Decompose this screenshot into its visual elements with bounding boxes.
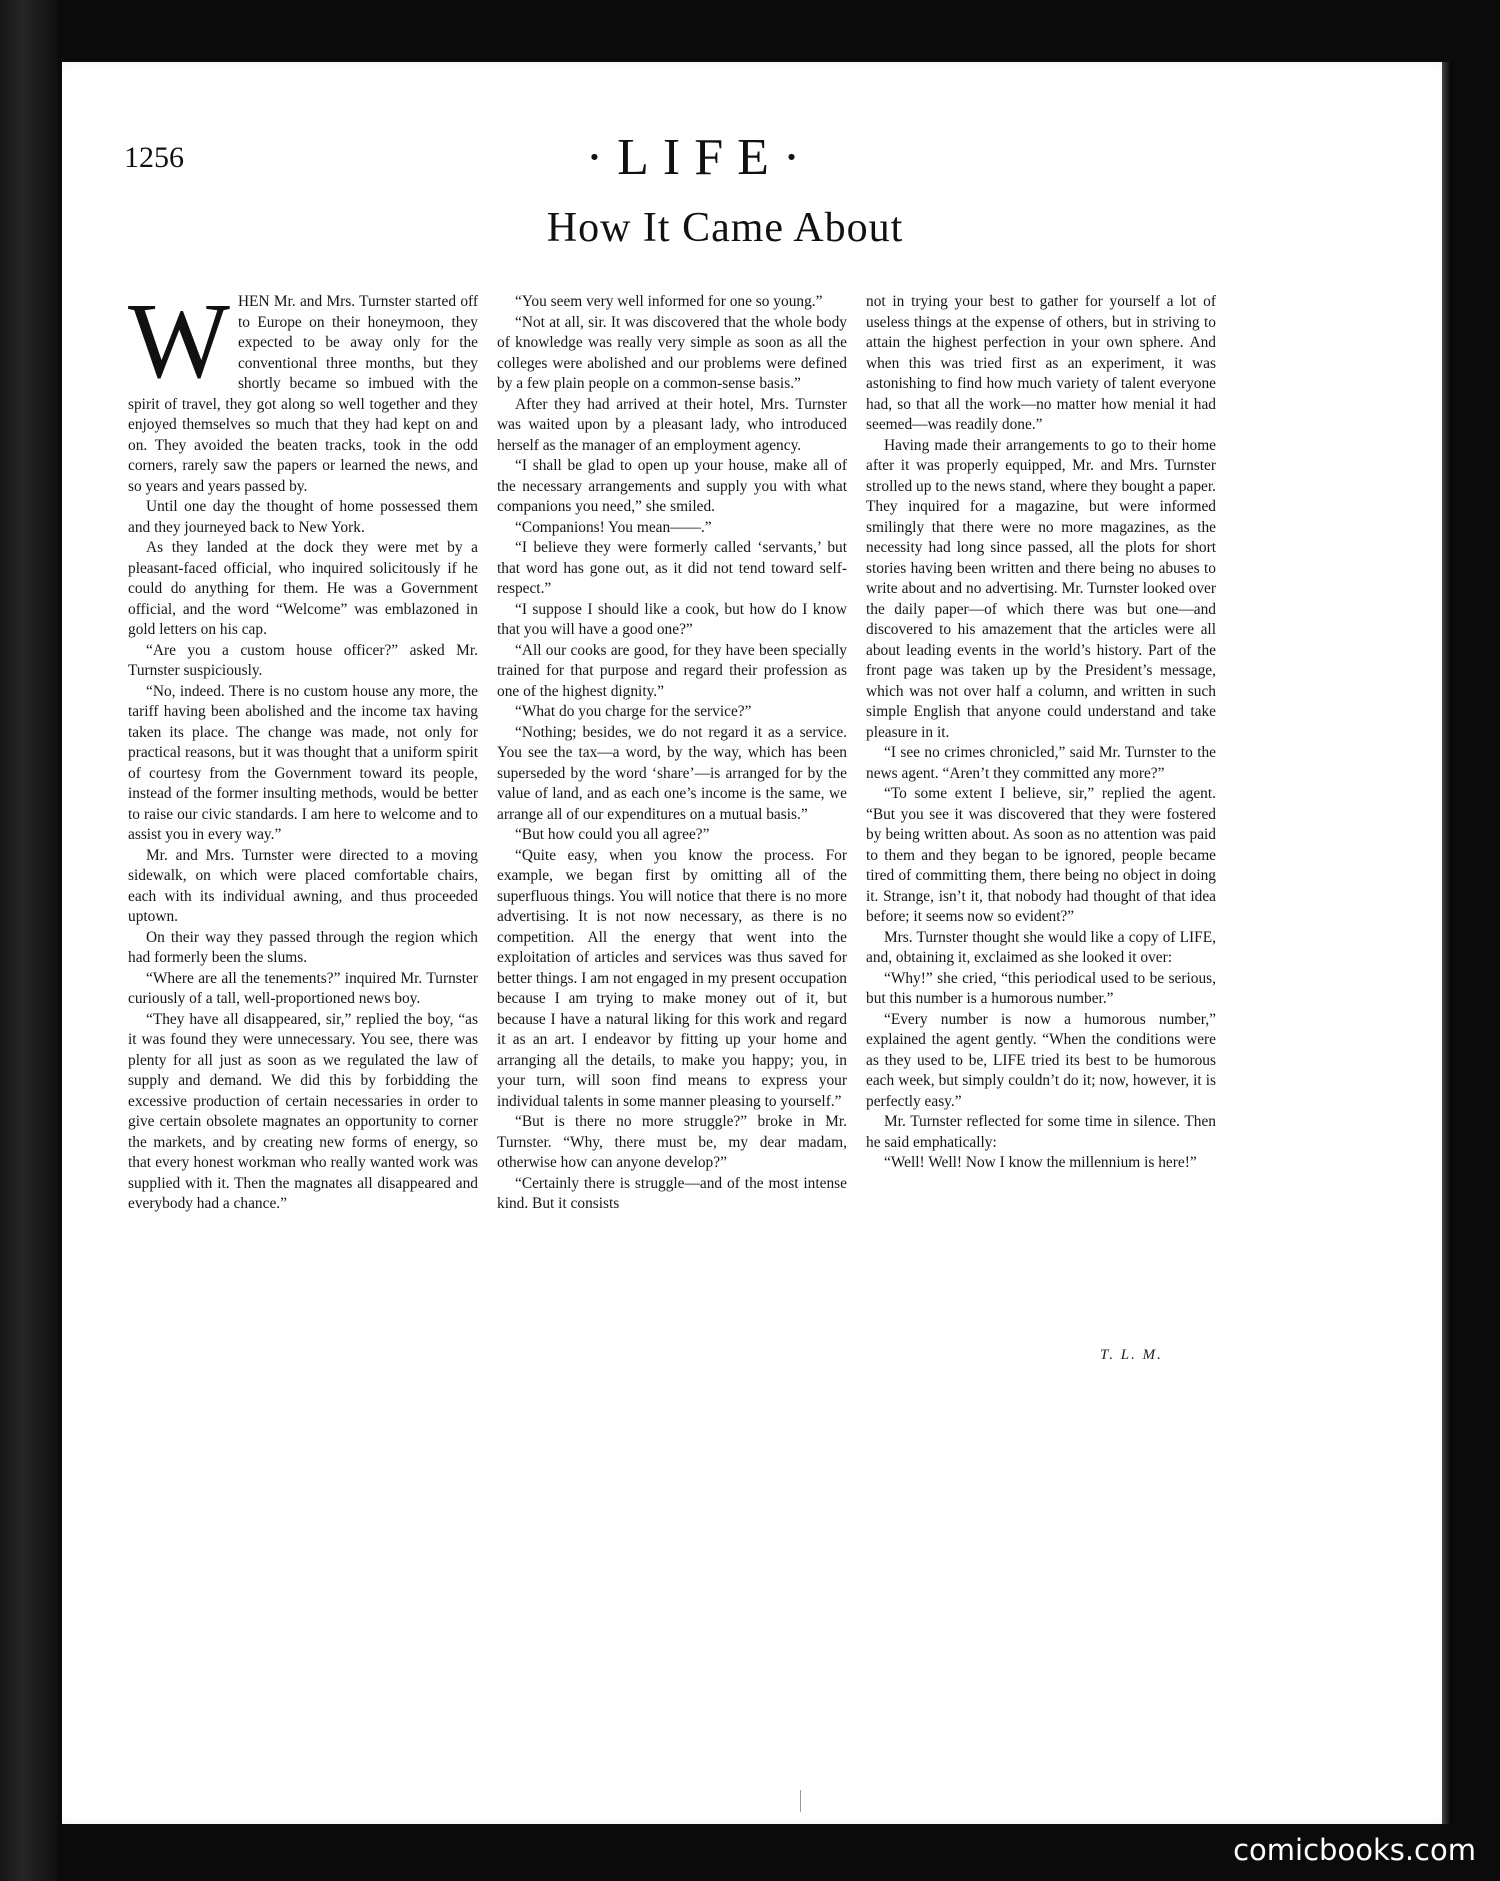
paragraph: Having made their arrangements to go to their home after it was properly equipped, Mr. and Mrs. Turnster strolled up to the news stand, where they bought a paper. They inquired for a magazine, but were informed smilingly that there were no more magazines, as the necessity had long since passed, all the plots for short stories having been written and there being no abuses to write about and no advertising. Mr. Turnster looked over the daily paper—of which there was but one—and discovered to his amazement that the articles were all about leading events in the world’s history. Part of the front page was taken up by the President’s message, which was not over half a column, and written in such simple English that anyone could understand and take pleasure in it.	[866, 436, 1216, 741]
scan-left-edge	[0, 0, 58, 1881]
paragraph: “Certainly there is struggle—and of the most intense kind. But it consists	[497, 1174, 847, 1212]
paragraph: “Are you a custom house officer?” asked Mr. Turnster suspiciously.	[128, 641, 478, 679]
paragraph: “Not at all, sir. It was discovered that the whole body of knowledge was really very simple as soon as all the colleges were abolished and our problems were defined by a few plain people on a common-sense basis.”	[497, 313, 847, 392]
page-number: 1256	[124, 141, 184, 174]
masthead: ·LIFE·	[585, 129, 815, 186]
paragraph: “Every number is now a humorous number,” explained the agent gently. “When the conditions were as they used to be, LIFE tried its best to be humorous each week, but simply couldn’t do it; now, however, it is perfectly easy.”	[866, 1010, 1216, 1110]
paragraph: “I believe they were formerly called ‘servants,’ but that word has gone out, as it did not tend toward self-respect.”	[497, 539, 847, 597]
paragraph: “They have all disappeared, sir,” replied the boy, “as it was found they were unnecessary. You see, there was plenty for all just as soon as we regulated the law of supply and demand. We did this by forbidding the excessive production of certain necessaries in order to give certain obsolete magnates an opportunity to corner the markets, and by creating new forms of energy, so that every honest workman who really wanted work was supplied with it. Then the magnates all disappeared and everybody had a chance.”	[128, 1010, 478, 1212]
paragraph: Mr. and Mrs. Turnster were directed to a moving sidewalk, on which were placed comfortable chairs, each with its individual awning, and thus proceeded uptown.	[128, 846, 478, 925]
paragraph: “I shall be glad to open up your house, make all of the necessary arrangements and supply you with what companions you need,” she smiled.	[497, 457, 847, 515]
paragraph: “No, indeed. There is no custom house any more, the tariff having been abolished and the income tax having taken its place. The change was made, not only for practical reasons, but it was thought that a uniform spirit of courtesy from the Government toward its people, instead of the former insulting methods, would be better to raise our civic standards. I am here to welcome and to assist you in every way.”	[128, 682, 478, 843]
author-signature: T. L. M.	[1100, 1347, 1163, 1363]
paragraph: On their way they passed through the region which had formerly been the slums.	[128, 928, 478, 966]
page-scan-mark	[800, 1790, 821, 1812]
article-column-1	[128, 282, 478, 1215]
article-title: How It Came About	[546, 205, 904, 251]
paragraph: “What do you charge for the service?”	[515, 703, 752, 720]
paragraph: “I see no crimes chronicled,” said Mr. Turnster to the news agent. “Aren’t they committed any more?”	[866, 744, 1216, 782]
paragraph: “You seem very well informed for one so young.”	[515, 293, 823, 310]
paragraph: HEN Mr. and Mrs. Turnster started off to Europe on their honeymoon, they expected to be away only for the conventional three months, but they shortly became so imbued with the spirit of travel, they got along so well together and they enjoyed themselves so much that they had kept on and on. They avoided the beaten tracks, took in the odd corners, rarely saw the papers or learned the news, and so years and years passed by.	[128, 293, 478, 495]
dropcap: W	[128, 282, 230, 401]
paragraph: not in trying your best to gather for yourself a lot of useless things at the expense of others, but in striving to attain the highest perfection in your own sphere. And when this was tried first as an experiment, it was astonishing to find how much variety of talent everyone had, so that all the work—no matter how menial it had seemed—was readily done.”	[866, 293, 1216, 433]
paragraph: “Well! Well! Now I know the millennium is here!”	[884, 1154, 1197, 1171]
paragraph: “But how could you all agree?”	[515, 826, 710, 843]
paragraph: “To some extent I believe, sir,” replied the agent. “But you see it was discovered that they were fostered by being written about. As soon as no attention was paid to them and they began to be ignored, people became tired of committing them, there being no object in doing it. Strange, isn’t it, that nobody had thought of that idea before; it seems now so evident?”	[866, 785, 1216, 925]
paragraph: As they landed at the dock they were met by a pleasant-faced official, who inquired solicitously if he could do anything for them. He was a Government official, and the word “Welcome” was emblazoned in gold letters on his cap.	[128, 539, 478, 638]
paragraph: “All our cooks are good, for they have been specially trained for that purpose and regard their profession as one of the highest dignity.”	[497, 641, 847, 700]
article-column-3	[866, 292, 1216, 1174]
paragraph: “Nothing; besides, we do not regard it as a service. You see the tax—a word, by the way, which has been superseded by the word ‘share’—is arranged for by the value of land, and as each one’s income is the same, we arrange all of our expenditures on a mutual basis.”	[497, 723, 847, 823]
paragraph: “Where are all the tenements?” inquired Mr. Turnster curiously of a tall, well-proportioned news boy.	[128, 969, 478, 1007]
paragraph: Mrs. Turnster thought she would like a copy of LIFE, and, obtaining it, exclaimed as she looked it over:	[866, 928, 1216, 966]
paragraph: “But is there no more struggle?” broke in Mr. Turnster. “Why, there must be, my dear madam, otherwise how can anyone develop?”	[497, 1113, 847, 1171]
article-column-2	[497, 292, 847, 1215]
paragraph: “Companions! You mean——.”	[515, 518, 712, 536]
site-watermark: comicbooks.com	[1233, 1833, 1476, 1867]
paragraph: “Why!” she cried, “this periodical used to be serious, but this number is a humorous number.”	[866, 969, 1216, 1007]
page-binding-edge	[1442, 62, 1452, 1824]
paragraph: “I suppose I should like a cook, but how do I know that you will have a good one?”	[497, 600, 847, 638]
paragraph: Mr. Turnster reflected for some time in silence. Then he said emphatically:	[866, 1113, 1216, 1151]
paragraph: “Quite easy, when you know the process. For example, we began first by omitting all of the superfluous things. You will notice that there is no more advertising. It is not now necessary, as there is no competition. All the energy that went into the exploitation of articles and services was thus saved for better things. I am not engaged in my present occupation because I am trying to make money out of it, but because I have a natural liking for this work and regard it as an art. I endeavor by fitting up your home and arranging all the details, to make you happy; you, in your turn, will soon find means to express your individual talents in some manner pleasing to yourself.”	[497, 846, 847, 1110]
paragraph: Until one day the thought of home possessed them and they journeyed back to New York.	[128, 498, 478, 536]
paragraph: After they had arrived at their hotel, Mrs. Turnster was waited upon by a pleasant lady, who introduced herself as the manager of an employment agency.	[497, 395, 847, 454]
